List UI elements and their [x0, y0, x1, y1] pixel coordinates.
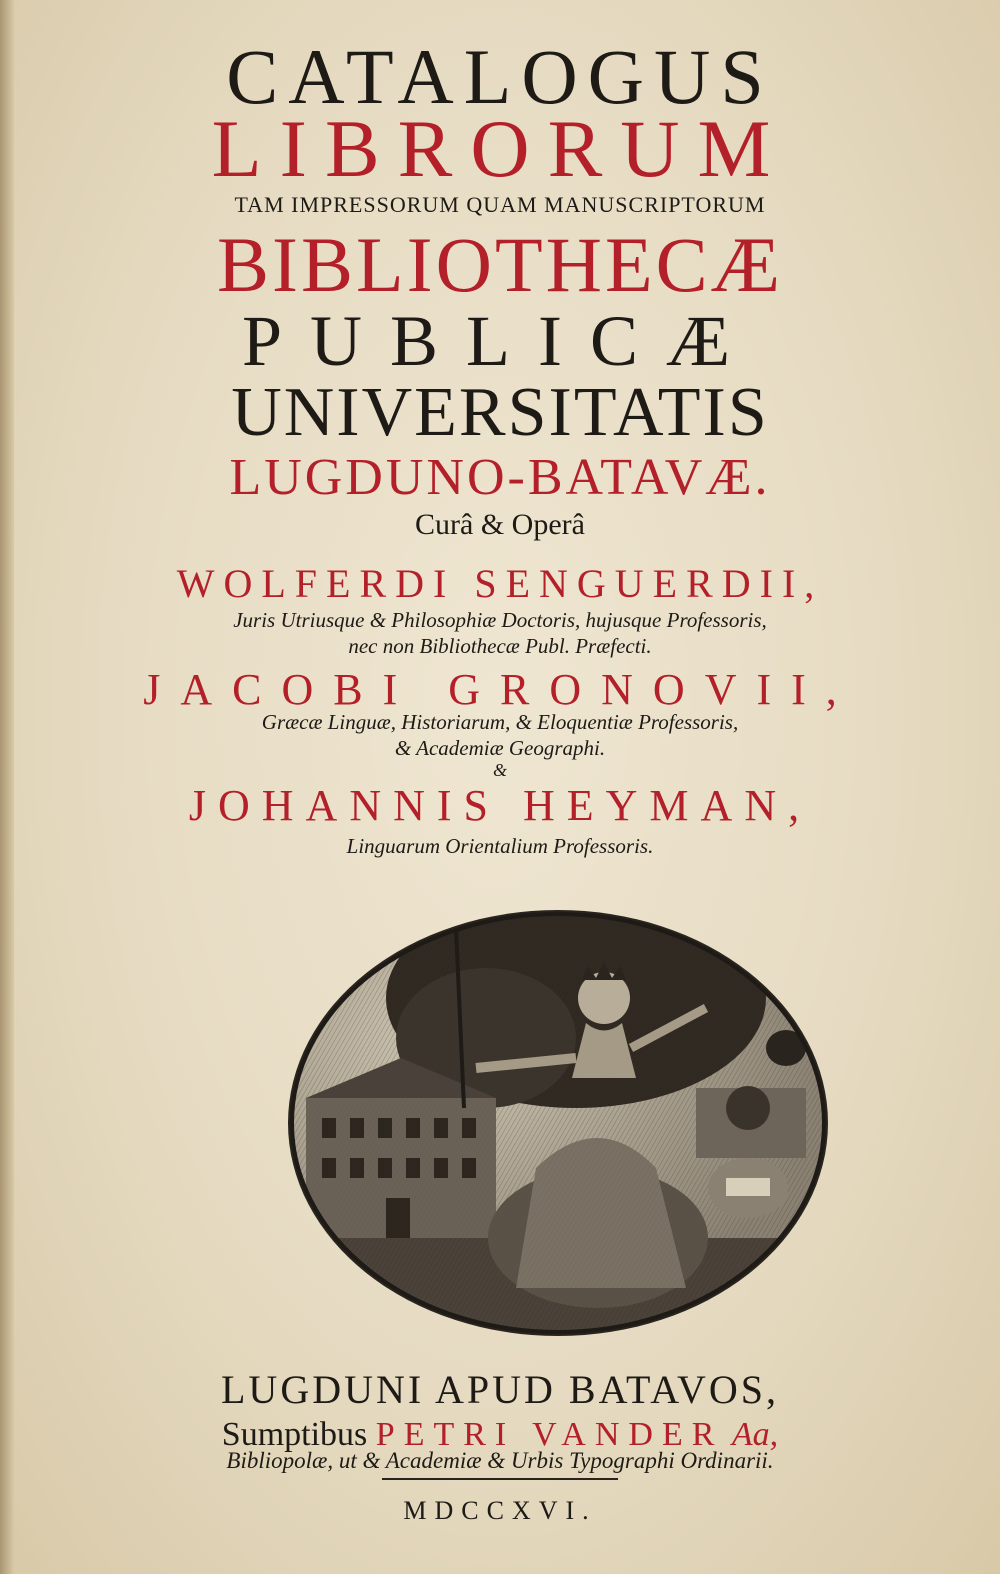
author-desc-gronovius-2: & Academiæ Geographi. [394, 736, 606, 760]
author-name-gronovius: JACOBI GRONOVII, [143, 665, 857, 714]
conjunction: & [492, 760, 507, 780]
imprint-role: Bibliopolæ, ut & Academiæ & Urbis Typographi Ordinarii. [226, 1448, 774, 1473]
imprint-rule [382, 1478, 618, 1480]
engraved-medallion [286, 908, 830, 1338]
title-librorum: LIBRORUM [211, 103, 789, 194]
author-desc-senguerdius-1: Juris Utriusque & Philosophiæ Doctoris, hujusque Professoris, [233, 608, 767, 632]
imprint-place: LUGDUNI APUD BATAVOS, [221, 1367, 779, 1412]
title-subtitle: TAM IMPRESSORUM QUAM MANUSCRIPTORUM [234, 192, 766, 217]
author-desc-senguerdius-2: nec non Bibliothecæ Publ. Præfecti. [348, 634, 652, 658]
imprint-year: MDCCXVI. [403, 1496, 597, 1525]
globe [726, 1086, 770, 1130]
imprint-printer-suffix: Aa, [731, 1416, 779, 1453]
author-name-senguerdius: WOLFERDI SENGUERDII, [176, 561, 824, 606]
imprint-sumptibus: Sumptibus [221, 1416, 368, 1453]
title-publicae: PUBLICÆ [241, 301, 759, 381]
title-lugduno-batavae: LUGDUNO-BATAVÆ. [229, 449, 771, 506]
title-catalogus: CATALOGUS [226, 33, 774, 120]
imprint-printer-name: PETRI VANDER [375, 1416, 724, 1453]
author-desc-gronovius-1: Græcæ Linguæ, Historiarum, & Eloquentiæ Professoris, [261, 710, 739, 734]
author-desc-heyman: Linguarum Orientalium Professoris. [346, 834, 654, 858]
cura-line: Curâ & Operâ [415, 508, 585, 541]
title-bibliothecae: BIBLIOTHECÆ [217, 221, 783, 308]
author-name-heyman: JOHANNIS HEYMAN, [188, 781, 812, 830]
title-universitatis: UNIVERSITATIS [231, 374, 769, 451]
